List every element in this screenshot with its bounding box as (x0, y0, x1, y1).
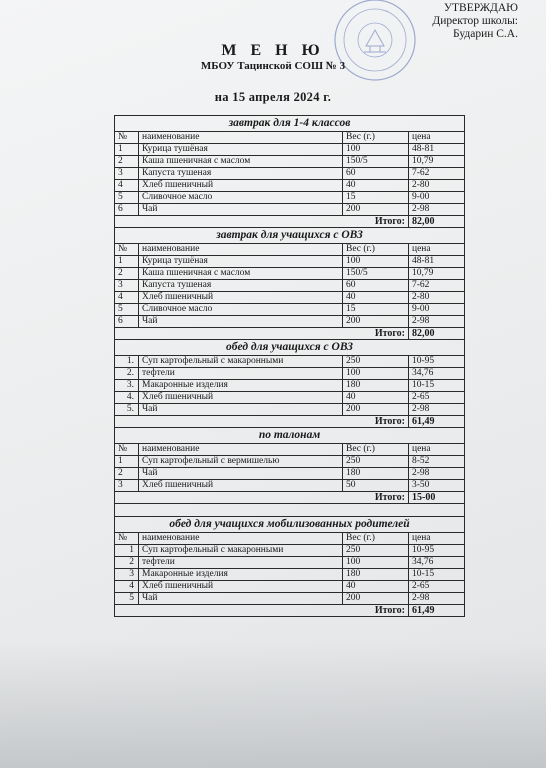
row-number: 1 (115, 256, 139, 268)
row-price: 9-00 (409, 304, 465, 316)
table-row (115, 456, 465, 468)
col-weight: Вес (г.) (343, 132, 409, 144)
row-weight: 200 (343, 316, 409, 328)
row-number: 5 (115, 304, 139, 316)
row-price: 34,76 (409, 557, 465, 569)
total-value: 82,00 (409, 328, 465, 340)
total-label: Итого: (115, 605, 409, 617)
row-price: 48-81 (409, 256, 465, 268)
row-price: 2-98 (409, 204, 465, 216)
total-label: Итого: (115, 216, 409, 228)
row-name: Капуста тушеная (139, 280, 343, 292)
col-number: № (115, 132, 139, 144)
total-label: Итого: (115, 328, 409, 340)
table-row (115, 468, 465, 480)
row-name: Чай (139, 204, 343, 216)
row-number: 3 (115, 569, 139, 581)
row-weight: 200 (343, 593, 409, 605)
menu-section (115, 428, 465, 517)
col-number: № (115, 533, 139, 545)
row-weight: 60 (343, 168, 409, 180)
column-header-row (115, 244, 465, 256)
table-row (115, 545, 465, 557)
row-number: 2. (115, 368, 139, 380)
row-price: 7-62 (409, 280, 465, 292)
row-number: 3 (115, 168, 139, 180)
table-row (115, 581, 465, 593)
row-name: Хлеб пшеничный (139, 581, 343, 593)
row-number: 2 (115, 557, 139, 569)
table-row (115, 304, 465, 316)
row-price: 10-15 (409, 380, 465, 392)
row-number: 2 (115, 468, 139, 480)
table-row (115, 144, 465, 156)
row-name: Чай (139, 468, 343, 480)
row-name: Капуста тушеная (139, 168, 343, 180)
col-name: наименование (139, 244, 343, 256)
row-weight: 15 (343, 192, 409, 204)
column-header-row (115, 132, 465, 144)
row-number: 5 (115, 192, 139, 204)
row-weight: 50 (343, 480, 409, 492)
row-name: Чай (139, 316, 343, 328)
row-number: 3 (115, 280, 139, 292)
row-number: 3. (115, 380, 139, 392)
table-row (115, 380, 465, 392)
row-number: 2 (115, 268, 139, 280)
row-weight: 15 (343, 304, 409, 316)
row-price: 2-98 (409, 316, 465, 328)
row-name: Суп картофельный с макаронными (139, 545, 343, 557)
col-name: наименование (139, 533, 343, 545)
table-row (115, 156, 465, 168)
row-name: тефтели (139, 368, 343, 380)
col-price: цена (409, 132, 465, 144)
row-price: 34,76 (409, 368, 465, 380)
approval-block (378, 2, 518, 41)
row-weight: 40 (343, 581, 409, 593)
row-weight: 150/5 (343, 268, 409, 280)
section-heading: обед для учащихся мобилизованных родителей (115, 517, 465, 533)
table-row (115, 292, 465, 304)
total-label: Итого: (115, 492, 409, 504)
row-price: 2-65 (409, 392, 465, 404)
section-heading: обед для учащихся с ОВЗ (115, 340, 465, 356)
table-row (115, 204, 465, 216)
row-number: 2 (115, 156, 139, 168)
column-header-row (115, 444, 465, 456)
col-price: цена (409, 244, 465, 256)
section-heading: по талонам (115, 428, 465, 444)
row-price: 10,79 (409, 156, 465, 168)
col-weight: Вес (г.) (343, 533, 409, 545)
row-name: тефтели (139, 557, 343, 569)
menu-section (115, 116, 465, 228)
row-name: Хлеб пшеничный (139, 480, 343, 492)
approval-name: Бударин С.А. (453, 28, 518, 40)
row-weight: 250 (343, 456, 409, 468)
table-row (115, 593, 465, 605)
row-price: 10-95 (409, 545, 465, 557)
row-price: 10-15 (409, 569, 465, 581)
row-name: Курица тушёная (139, 256, 343, 268)
column-header-row (115, 533, 465, 545)
total-value: 61,49 (409, 416, 465, 428)
row-name: Хлеб пшеничный (139, 180, 343, 192)
row-price: 3-50 (409, 480, 465, 492)
total-row (115, 416, 465, 428)
row-name: Сливочное масло (139, 192, 343, 204)
row-weight: 100 (343, 144, 409, 156)
row-number: 6 (115, 316, 139, 328)
row-name: Макаронные изделия (139, 380, 343, 392)
approval-position: Директор школы: (432, 15, 518, 27)
total-value: 61,49 (409, 605, 465, 617)
row-weight: 250 (343, 545, 409, 557)
table-row (115, 280, 465, 292)
row-price: 10,79 (409, 268, 465, 280)
row-name: Каша пшеничная с маслом (139, 156, 343, 168)
row-price: 2-98 (409, 468, 465, 480)
menu-section (115, 340, 465, 428)
row-weight: 60 (343, 280, 409, 292)
table-row (115, 168, 465, 180)
row-price: 2-65 (409, 581, 465, 593)
row-price: 2-98 (409, 593, 465, 605)
section-heading: завтрак для учащихся с ОВЗ (115, 228, 465, 244)
row-price: 2-80 (409, 292, 465, 304)
row-price: 10-95 (409, 356, 465, 368)
col-number: № (115, 444, 139, 456)
row-number: 5 (115, 593, 139, 605)
row-weight: 250 (343, 356, 409, 368)
table-row (115, 316, 465, 328)
school-name: МБОУ Тацинской СОШ № 3 (200, 60, 346, 72)
row-number: 4 (115, 292, 139, 304)
row-number: 6 (115, 204, 139, 216)
total-row (115, 328, 465, 340)
row-number: 1. (115, 356, 139, 368)
col-name: наименование (139, 132, 343, 144)
table-row (115, 180, 465, 192)
total-label: Итого: (115, 416, 409, 428)
row-price: 9-00 (409, 192, 465, 204)
row-price: 48-81 (409, 144, 465, 156)
col-weight: Вес (г.) (343, 244, 409, 256)
total-row (115, 492, 465, 504)
row-weight: 40 (343, 292, 409, 304)
row-number: 4 (115, 180, 139, 192)
spacer-cell (115, 504, 465, 517)
row-weight: 100 (343, 557, 409, 569)
row-number: 1 (115, 545, 139, 557)
row-name: Сливочное масло (139, 304, 343, 316)
row-name: Хлеб пшеничный (139, 292, 343, 304)
row-weight: 200 (343, 204, 409, 216)
row-weight: 150/5 (343, 156, 409, 168)
table-row (115, 404, 465, 416)
row-number: 3 (115, 480, 139, 492)
spacer-row (115, 504, 465, 517)
menu-section (115, 517, 465, 617)
total-row (115, 216, 465, 228)
row-name: Каша пшеничная с маслом (139, 268, 343, 280)
row-name: Курица тушёная (139, 144, 343, 156)
table-row (115, 392, 465, 404)
table-row (115, 557, 465, 569)
col-number: № (115, 244, 139, 256)
table-row (115, 192, 465, 204)
total-value: 15-00 (409, 492, 465, 504)
row-weight: 40 (343, 180, 409, 192)
row-price: 2-80 (409, 180, 465, 192)
table-row (115, 480, 465, 492)
row-weight: 180 (343, 569, 409, 581)
total-row (115, 605, 465, 617)
row-name: Чай (139, 593, 343, 605)
total-value: 82,00 (409, 216, 465, 228)
row-weight: 40 (343, 392, 409, 404)
row-number: 5. (115, 404, 139, 416)
col-price: цена (409, 533, 465, 545)
row-weight: 180 (343, 468, 409, 480)
table-row (115, 368, 465, 380)
row-price: 7-62 (409, 168, 465, 180)
row-number: 1 (115, 456, 139, 468)
row-number: 1 (115, 144, 139, 156)
table-row (115, 268, 465, 280)
table-row (115, 569, 465, 581)
row-price: 2-98 (409, 404, 465, 416)
row-number: 4 (115, 581, 139, 593)
photo-shadow (0, 640, 546, 768)
section-heading: завтрак для 1-4 классов (115, 116, 465, 132)
row-weight: 100 (343, 256, 409, 268)
table-row (115, 256, 465, 268)
row-name: Чай (139, 404, 343, 416)
row-name: Макаронные изделия (139, 569, 343, 581)
menu-table (114, 115, 465, 617)
row-name: Хлеб пшеничный (139, 392, 343, 404)
menu-date: на 15 апреля 2024 г. (214, 90, 332, 104)
menu-title: М Е Н Ю (221, 42, 325, 59)
col-name: наименование (139, 444, 343, 456)
menu-section (115, 228, 465, 340)
row-name: Суп картофельный с вермишелью (139, 456, 343, 468)
row-weight: 180 (343, 380, 409, 392)
table-row (115, 356, 465, 368)
approval-title: УТВЕРЖДАЮ (443, 2, 518, 14)
col-weight: Вес (г.) (343, 444, 409, 456)
row-name: Суп картофельный с макаронными (139, 356, 343, 368)
row-weight: 200 (343, 404, 409, 416)
row-weight: 100 (343, 368, 409, 380)
row-number: 4. (115, 392, 139, 404)
col-price: цена (409, 444, 465, 456)
row-price: 8-52 (409, 456, 465, 468)
